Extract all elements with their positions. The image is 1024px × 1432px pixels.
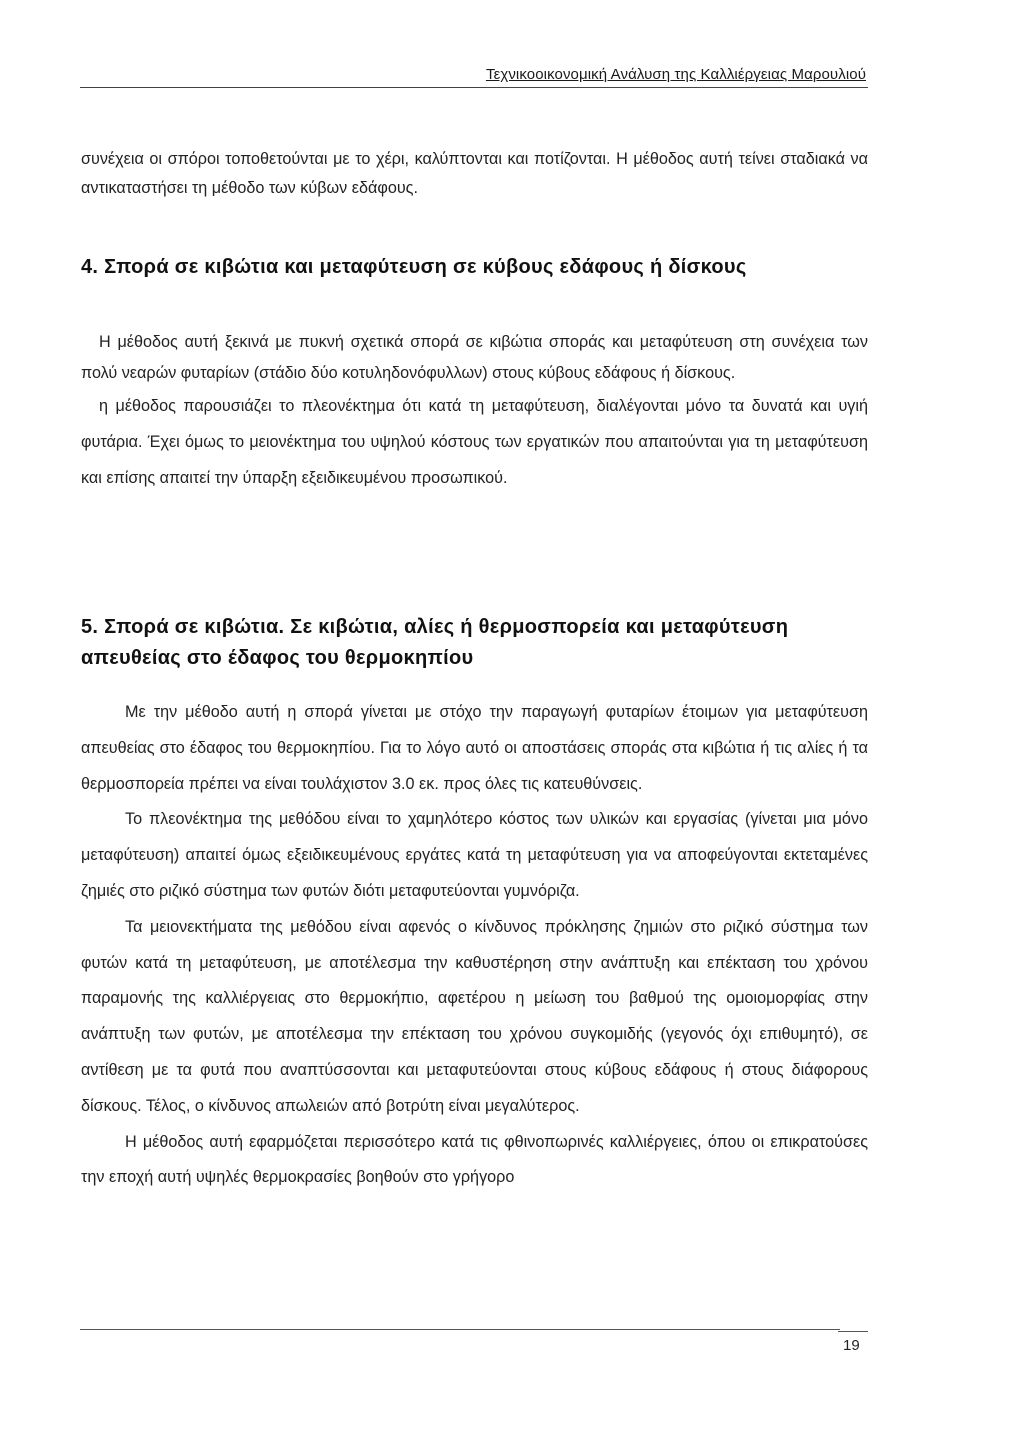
section-5-heading: 5. Σπορά σε κιβώτια. Σε κιβώτια, αλίες ή θερμοσπορεία και μεταφύτευση απευθείας στο έδαφος του θερμοκηπίου xyxy=(81,616,789,669)
section-5-paragraph-3: Τα μειονεκτήματα της μεθόδου είναι αφενός ο κίνδυνος πρόκλησης ζημιών στο ριζικό σύστημα των φυτών κατά τη μεταφύτευση, με αποτέλεσμα την καθυστέρηση στην ανάπτυξη και επέκταση του χρόνου παραμονής της καλλιέργειας στο θερμοκήπιο, αφετέρου η μείωση του βαθμού της ομοιομορφίας στην ανάπτυξη των φυτών, με αποτέλεσμα την επέκταση του χρόνου συγκομιδής (γεγονός όχι επιθυμητό), σε αντίθεση με τα φυτά που αναπτύσσονται και μεταφυτεύονται στους κύβους εδάφους ή στους διάφορους δίσκους. Τέλος, ο κίνδυνος απωλειών από βοτρύτη είναι μεγαλύτερος. xyxy=(81,917,868,1115)
intro-paragraph-text: συνέχεια οι σπόροι τοποθετούνται με το χέρι, καλύπτονται και ποτίζονται. Η μέθοδος αυτή τείνει σταδιακά να αντικαταστήσει τη μέθοδο των κύβων εδάφους. xyxy=(81,150,868,197)
page-number-rule xyxy=(838,1331,868,1332)
section-5-paragraph-2: Το πλεονέκτημα της μεθόδου είναι το χαμηλότερο κόστος των υλικών και εργασίας (γίνεται μια μόνο μεταφύτευση) απαιτεί όμως εξειδικευμένους εργάτες κατά τη μεταφύτευση για να αποφεύγονται εκτεταμένες ζημιές στο ριζικό σύστημα των φυτών διότι μεταφυτεύονται γυμνόριζα. xyxy=(81,810,868,900)
header-rule xyxy=(80,87,868,88)
running-header-title: Τεχνικοοικονομική Ανάλυση της Καλλιέργειας Μαρουλιού xyxy=(485,66,866,83)
section-5-paragraph-1: Με την μέθοδο αυτή η σπορά γίνεται με στόχο την παραγωγή φυταρίων έτοιμων για μεταφύτευση απευθείας στο έδαφος του θερμοκηπίου. Για το λόγο αυτό οι αποστάσεις σποράς στα κιβώτια ή τις αλίες ή τα θερμοσπορεία πρέπει να είναι τουλάχιστον 3.0 εκ. προς όλες τις κατευθύνσεις. xyxy=(81,703,868,793)
footer-rule xyxy=(80,1329,840,1330)
section-4-body xyxy=(81,327,868,496)
section-5-paragraph-4: Η μέθοδος αυτή εφαρμόζεται περισσότερο κατά τις φθινοπωρινές καλλιέργειες, όπου οι επικρατούσες την εποχή αυτή υψηλές θερμοκρασίες βοηθούν στο γρήγορο xyxy=(81,1132,868,1187)
section-4-paragraph-1: Η μέθοδος αυτή ξεκινά με πυκνή σχετικά σπορά σε κιβώτια σποράς και μεταφύτευση στη συνέχεια των πολύ νεαρών φυταρίων (στάδιο δύο κοτυληδονόφυλλων) στους κύβους εδάφους ή δίσκους. xyxy=(81,333,868,382)
section-4-heading: 4. Σπορά σε κιβώτια και μεταφύτευση σε κύβους εδάφους ή δίσκους xyxy=(81,256,747,278)
section-4-paragraph-2: η μέθοδος παρουσιάζει το πλεονέκτημα ότι κατά τη μεταφύτευση, διαλέγονται μόνο τα δυνατά και υγιή φυτάρια. Έχει όμως το μειονέκτημα του υψηλού κόστους των εργατικών που απαιτούνται για τη μεταφύτευση και επίσης απαιτεί την ύπαρξη εξειδικευμένου προσωπικού. xyxy=(81,397,868,487)
page-number: 19 xyxy=(843,1337,860,1354)
section-5-body xyxy=(81,695,868,1196)
intro-paragraph xyxy=(81,145,868,203)
